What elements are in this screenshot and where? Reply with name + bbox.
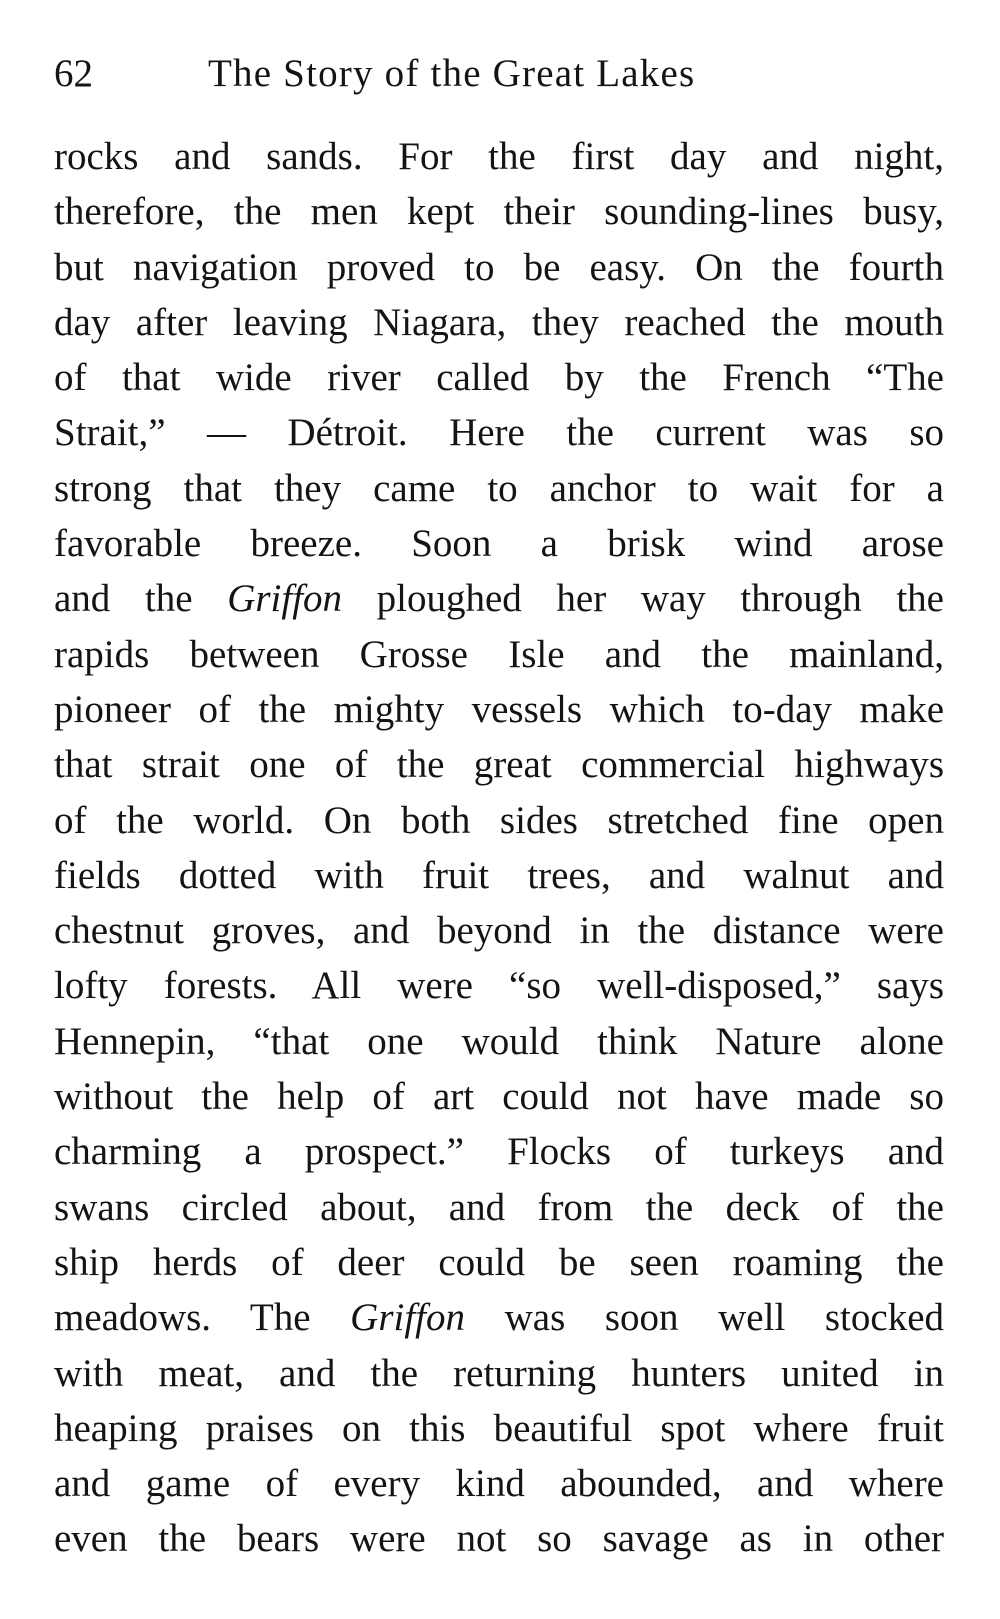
text-line: chestnut groves, and beyond in the distance were <box>54 909 944 953</box>
running-head <box>54 46 944 102</box>
ship-name-italic: Griffon <box>350 1296 466 1340</box>
book-title: The Story of the Great Lakes <box>208 52 696 95</box>
text-line: strong that they came to anchor to wait for a <box>54 466 944 510</box>
text-line: rocks and sands. For the first day and night, <box>54 135 944 178</box>
text-line: with meat, and the returning hunters united in <box>54 1351 944 1395</box>
line-segment: ploughed her way through the <box>342 577 944 621</box>
text-line-with-italic <box>54 571 944 626</box>
text-line: Hennepin, “that one would think Nature alone <box>54 1019 944 1063</box>
line-segment: and the <box>54 577 228 621</box>
text-line: and game of every kind abounded, and where <box>54 1462 944 1506</box>
text-line: of the world. On both sides stretched fine open <box>54 798 944 842</box>
text-line: even the bears were not so savage as in other <box>54 1517 944 1561</box>
text-line: that strait one of the great commercial highways <box>54 743 944 787</box>
body-text <box>54 129 944 1567</box>
text-line: day after leaving Niagara, they reached the mouth <box>54 300 944 344</box>
page-number: 62 <box>54 52 93 95</box>
text-line: lofty forests. All were “so well-disposed,” says <box>54 964 944 1008</box>
ship-name-italic: Griffon <box>227 577 343 621</box>
text-line: favorable breeze. Soon a brisk wind arose <box>54 522 944 566</box>
text-line: swans circled about, and from the deck of the <box>54 1185 944 1229</box>
text-line: charming a prospect.” Flocks of turkeys and <box>54 1130 944 1174</box>
text-line: ship herds of deer could be seen roaming the <box>54 1240 944 1284</box>
text-line-with-italic <box>54 1290 944 1345</box>
text-line: fields dotted with fruit trees, and walnut and <box>54 853 944 897</box>
text-line: Strait,” — Détroit. Here the current was so <box>54 411 944 455</box>
text-line: of that wide river called by the French “The <box>54 356 944 400</box>
line-segment: meadows. The <box>54 1296 351 1340</box>
text-line: but navigation proved to be easy. On the fourth <box>54 245 944 289</box>
text-line: rapids between Grosse Isle and the mainland, <box>54 632 944 676</box>
text-line: therefore, the men kept their sounding-lines busy, <box>54 190 944 234</box>
line-segment: was soon well stocked <box>465 1296 944 1340</box>
text-line: pioneer of the mighty vessels which to-day make <box>54 687 944 731</box>
text-line: without the help of art could not have made so <box>54 1075 944 1119</box>
text-line: heaping praises on this beautiful spot where fruit <box>54 1406 944 1450</box>
